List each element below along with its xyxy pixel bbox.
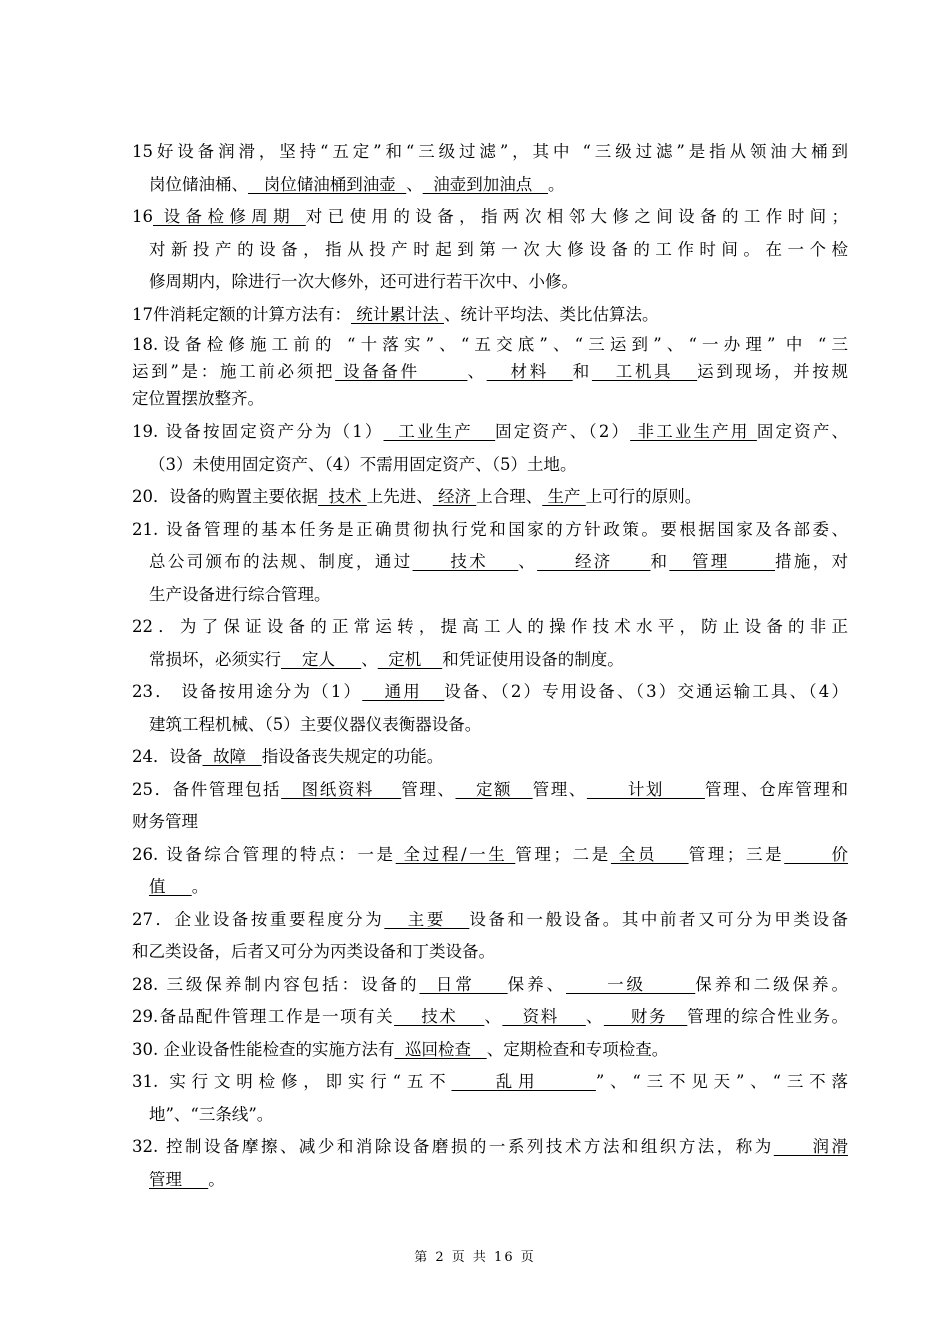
q21-line-3: 生产设备进行综合管理。 — [149, 584, 331, 604]
q29-answer-2: 资料 — [502, 1007, 586, 1026]
q22-answer-2: 定机 — [377, 649, 443, 669]
q29-answer-1: 技术 — [394, 1007, 485, 1026]
q26-answer-3: 价 — [784, 844, 848, 864]
q23-answer-1: 通用 — [362, 682, 445, 701]
q17-text: 17件消耗定额的计算方法有： — [132, 304, 351, 324]
q15-text: 、 — [406, 174, 423, 194]
q19-text: 固定资产、（2） — [495, 422, 631, 441]
q15-line-1: 15好设备润滑，坚持“五定”和“三级过滤”，其中 “三级过滤”是指从领油大桶到 — [132, 142, 848, 161]
q15-text: 岗位储油桶、 — [149, 174, 248, 194]
q26-text: 。 — [191, 877, 209, 896]
q18-line-3: 定位置摆放整齐。 — [132, 389, 264, 408]
q19-text: 固定资产、 — [756, 422, 848, 441]
q26-text: 管理；二是 — [515, 844, 611, 864]
q21-text: 和 — [650, 552, 670, 571]
q15-answer-1: 岗位储油桶到油壶 — [248, 174, 407, 194]
q20-text: 上合理、 — [476, 487, 543, 506]
q15-text: 。 — [547, 174, 565, 194]
q28-text: 保养、 — [507, 974, 567, 994]
q25-text: 25．备件管理包括 — [132, 779, 282, 799]
question-16 — [132, 201, 848, 299]
q23-text: 设备、（2）专用设备、（3）交通运输工具、（4） — [444, 682, 848, 701]
q25-text: 管理、 — [401, 779, 456, 799]
q20-answer-1: 技术 — [318, 487, 367, 506]
q26-answer-1: 全过程/一生 — [395, 844, 516, 864]
q20-text: 20．设备的购置主要依据 — [132, 487, 318, 506]
q16-line-3: 修周期内，除进行一次大修外，还可进行若干次中、小修。 — [149, 272, 578, 291]
q30-text: 、定期检查和专项检查。 — [486, 1039, 669, 1059]
q31-text: ”、“三不见天”、“三不落 — [595, 1072, 848, 1091]
q25-answer-1: 图纸资料 — [281, 779, 402, 799]
q29-answer-3: 财务 — [603, 1007, 688, 1026]
q22-answer-1: 定人 — [281, 649, 362, 669]
q28-answer-1: 日常 — [419, 974, 508, 994]
q26-answer-3-cont: 值 — [149, 877, 192, 896]
q29-text: 、 — [585, 1007, 604, 1026]
q25-text: 管理、仓库管理和 — [704, 779, 849, 799]
q18-text: 和 — [572, 362, 592, 381]
question-22 — [132, 611, 848, 676]
question-31 — [132, 1066, 848, 1131]
q22-text: 常损坏，必须实行 — [149, 649, 281, 669]
q26-text: 26. 设备综合管理的特点：一是 — [132, 844, 396, 864]
q31-text: 31. 实行文明检修，即实行“五不 — [132, 1072, 452, 1091]
q31-answer-1: 乱用 — [451, 1072, 596, 1091]
q32-answer-1: 润滑 — [773, 1137, 848, 1156]
question-20 — [132, 481, 848, 514]
q27-text: 27．企业设备按重要程度分为 — [132, 909, 385, 929]
q16-text: 对已使用的设备，指两次相邻大修之间设备的工作时间； — [305, 207, 848, 226]
q25-answer-2: 定额 — [455, 779, 533, 799]
question-27 — [132, 904, 848, 969]
q31-line-2: 地”、“三条线”。 — [149, 1104, 274, 1124]
q19-answer-2: 非工业生产用 — [630, 422, 757, 441]
question-28 — [132, 969, 848, 1002]
q21-text: 总公司颁布的法规、制度，通过 — [149, 552, 413, 571]
q27-line-2: 和乙类设备，后者又可分为丙类设备和丁类设备。 — [132, 942, 495, 961]
q18-text: 运到现场，并按规 — [697, 362, 849, 381]
q29-text: 、 — [484, 1007, 503, 1026]
q21-answer-2: 经济 — [537, 552, 651, 571]
question-18 — [132, 331, 848, 412]
q29-text: 29.备品配件管理工作是一项有关 — [132, 1007, 395, 1026]
q17-answer-1: 统计累计法 — [351, 304, 444, 324]
q22-line-1: 22．为了保证设备的正常运转，提高工人的操作技术水平，防止设备的非正 — [132, 617, 848, 636]
q19-line-2: （3）未使用固定资产、（4）不需用固定资产、（5）土地。 — [149, 454, 577, 474]
q21-line-1: 21. 设备管理的基本任务是正确贯彻执行党和国家的方针政策。要根据国家及各部委、 — [132, 519, 848, 539]
q16-answer-1: 设备检修周期 — [153, 207, 306, 226]
q20-text: 上可行的原则。 — [585, 487, 702, 506]
q22-text: 、 — [361, 649, 378, 669]
q24-text: 24．设备 — [132, 747, 203, 766]
q17-text: 、统计平均法、类比估算法。 — [444, 304, 659, 324]
q24-text: 指设备丧失规定的功能。 — [261, 747, 444, 766]
page-footer: 第 2 页 共 16 页 — [414, 1250, 536, 1265]
q32-answer-1-cont: 管理 — [149, 1169, 209, 1189]
q19-answer-1: 工业生产 — [383, 422, 496, 441]
q32-text: 。 — [208, 1169, 225, 1189]
q32-text: 32. 控制设备摩擦、减少和消除设备磨损的一系列技术方法和组织方法，称为 — [132, 1137, 774, 1156]
q28-answer-2: 一级 — [566, 974, 696, 994]
q28-text: 28. 三级保养制内容包括：设备的 — [132, 974, 420, 994]
q30-text: 30. 企业设备性能检查的实施方法有 — [132, 1039, 395, 1059]
q18-line-1: 18.设备检修施工前的 “十落实”、“五交底”、“三运到”、“一办理” 中 “三 — [132, 335, 848, 354]
q25-text: 管理、 — [532, 779, 587, 799]
q15-answer-2: 油壶到加油点 — [422, 174, 548, 194]
q29-text: 管理的综合性业务。 — [687, 1007, 849, 1026]
q18-answer-3: 工机具 — [591, 362, 698, 381]
question-32 — [132, 1131, 848, 1196]
q30-answer-1: 巡回检查 — [394, 1039, 487, 1059]
q18-answer-2: 材料 — [486, 362, 573, 381]
q21-text: 措施，对 — [775, 552, 849, 571]
question-30 — [132, 1034, 848, 1067]
q16-number: 16 — [132, 207, 153, 226]
q20-answer-2: 经济 — [432, 487, 477, 506]
question-25 — [132, 774, 848, 839]
q21-answer-1: 技术 — [412, 552, 519, 571]
q20-text: 上先进、 — [366, 487, 433, 506]
q23-text: 23． 设备按用途分为（1） — [132, 682, 363, 701]
q21-text: 、 — [518, 552, 538, 571]
q27-text: 设备和一般设备。其中前者又可分为甲类设备 — [469, 909, 849, 929]
q24-answer-1: 故障 — [202, 747, 262, 766]
question-21 — [132, 514, 848, 612]
question-24 — [132, 741, 848, 774]
question-19 — [132, 416, 848, 481]
q22-text: 和凭证使用设备的制度。 — [442, 649, 624, 669]
question-17 — [132, 299, 848, 332]
question-23 — [132, 676, 848, 741]
q16-line-2: 对新投产的设备，指从投产时起到第一次大修设备的工作时间。在一个检 — [149, 239, 848, 259]
q25-line-2: 财务管理 — [132, 812, 198, 831]
q20-answer-3: 生产 — [542, 487, 586, 506]
q21-answer-3: 管理 — [669, 552, 776, 571]
question-26 — [132, 839, 848, 904]
q26-answer-2: 全员 — [610, 844, 689, 864]
question-29 — [132, 1001, 848, 1034]
question-15 — [132, 136, 848, 201]
q28-text: 保养和二级保养。 — [695, 974, 848, 994]
q18-text: 运到”是：施工前必须把 — [132, 362, 336, 381]
q19-text: 19. 设备按固定资产分为（1） — [132, 422, 384, 441]
q18-text: 、 — [467, 362, 487, 381]
q25-answer-3: 计划 — [586, 779, 705, 799]
document-body — [132, 136, 848, 1196]
q18-answer-1: 设备备件 — [335, 362, 468, 381]
q23-line-2: 建筑工程机械、（5）主要仪器仪表衡器设备。 — [149, 714, 482, 734]
q27-answer-1: 主要 — [384, 909, 470, 929]
q26-text: 管理；三是 — [688, 844, 785, 864]
